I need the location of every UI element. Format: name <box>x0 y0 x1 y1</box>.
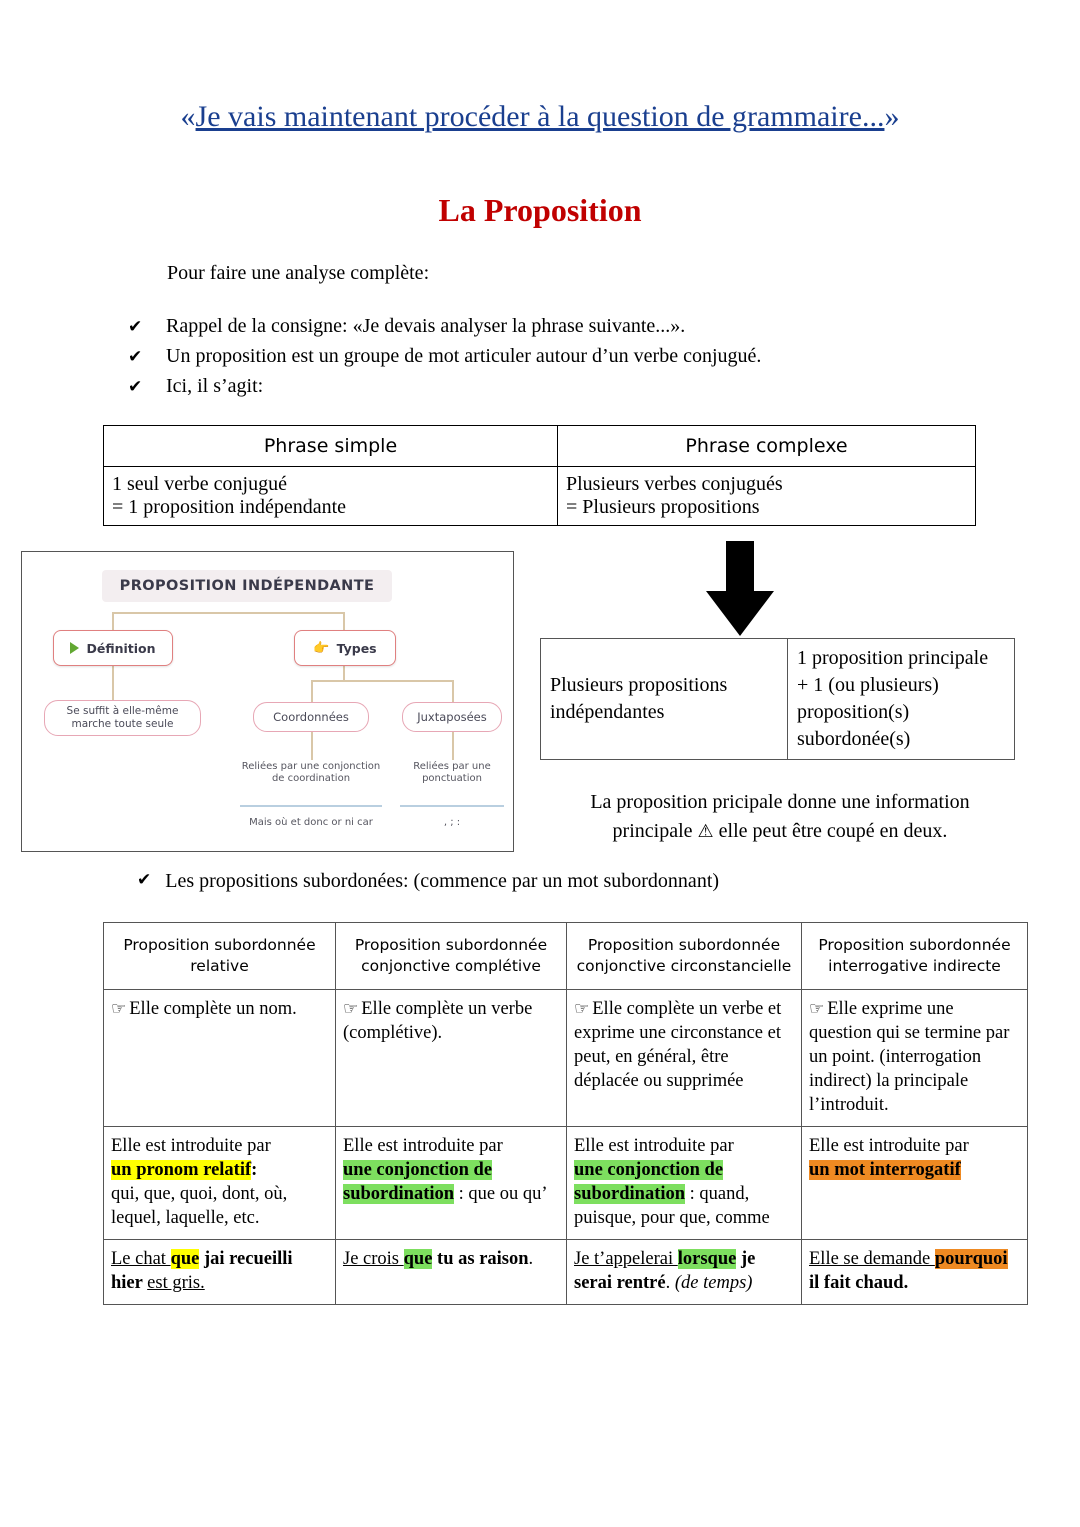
cell-text: Elle complète un verbe (complétive). <box>343 999 533 1043</box>
connector-line <box>452 680 454 702</box>
principale-note <box>520 788 1040 846</box>
mindmap-leaf-juxtaposees: Juxtaposées <box>402 702 502 732</box>
mindmap-sub-juxtaposees: Reliées par une ponctuation <box>413 761 491 784</box>
highlighted-term: une conjonction de subordination <box>343 1160 493 1204</box>
cell-line: = Plusieurs propositions <box>566 496 760 518</box>
connector-line <box>311 680 453 682</box>
list-item-label: Ici, il s’agit: <box>166 375 264 397</box>
cell-line: = 1 proposition indépendante <box>112 496 347 518</box>
intro-highlight-wrap <box>574 1158 794 1206</box>
example-keyword: que <box>403 1249 433 1269</box>
intro-text: Elle est introduite par <box>574 1136 734 1156</box>
cell-line: + 1 (ou plusieurs) <box>797 674 939 696</box>
down-arrow-icon <box>700 541 780 637</box>
note-line-2-before: principale <box>612 820 693 842</box>
list-item-label: Un proposition est un groupe de mot articuler autour d’un verbe conjugué. <box>166 345 762 367</box>
example-part-1: Elle se demande <box>809 1249 935 1269</box>
cell-phrase-complexe <box>558 467 976 526</box>
mindmap-figure <box>21 551 514 852</box>
cell-text: Elle exprime une question qui se termine par un point. (interrogation indirect) la principale l’introduit. <box>809 999 1010 1115</box>
cell-principale-subordonnee <box>788 639 1015 760</box>
highlight-suffix: : que ou qu’ <box>454 1184 548 1204</box>
note-line-2-after: elle peut être coupé en deux. <box>718 820 948 842</box>
cell-text: Elle complète un nom. <box>129 999 297 1019</box>
cell-definition-completive <box>336 990 567 1127</box>
mindmap-sub-coordonnees: Reliées par une conjonction de coordination <box>241 761 381 784</box>
cell-intro-interrogative <box>802 1127 1028 1240</box>
column-header-phrase-simple: Phrase simple <box>104 426 558 467</box>
mindmap-node-definition <box>53 630 173 666</box>
list-item <box>128 342 948 371</box>
highlight-suffix: : <box>251 1160 258 1180</box>
warning-icon: ⚠ <box>697 821 714 842</box>
example-part-2: tu as raison <box>432 1249 529 1269</box>
mindmap-node-types <box>294 630 396 666</box>
cell-line: Plusieurs verbes conjugués <box>566 473 783 495</box>
title-close-quote: » <box>884 100 900 133</box>
title-open-quote: « <box>180 100 196 133</box>
intro-text: Pour faire une analyse complète: <box>167 262 430 284</box>
cell-line: 1 seul verbe conjugué <box>112 473 287 495</box>
example-part-1: Le chat <box>111 1249 171 1269</box>
subordonnees-bullet-label: Les propositions subordonées: (commence par un mot subordonnant) <box>165 870 720 892</box>
highlight-suffix: : quand, <box>685 1184 750 1204</box>
intro-highlight-wrap <box>111 1158 328 1182</box>
green-flag-icon <box>70 642 79 654</box>
mindmap-title: PROPOSITION INDÉPENDANTE <box>102 570 392 602</box>
example-part-3: . <box>665 1273 675 1293</box>
subordonnees-bullet <box>137 870 719 893</box>
cell-intro-circonstancielle <box>567 1127 802 1240</box>
connector-line <box>343 612 345 630</box>
pointing-hand-icon: 👉 <box>313 640 330 656</box>
phrase-type-table <box>103 425 976 526</box>
cell-intro-completive <box>336 1127 567 1240</box>
page-subtitle: La Proposition <box>438 192 642 228</box>
column-header-interrogative: Proposition subordonnée interrogative indirecte <box>802 923 1028 990</box>
connector-line <box>112 612 114 630</box>
note-line-2 <box>520 817 1040 846</box>
example-part-3: . <box>528 1249 534 1269</box>
example-part-3: . <box>903 1273 909 1293</box>
cell-phrase-simple <box>104 467 558 526</box>
example-part-1: Je t’appelerai <box>574 1249 678 1269</box>
example-part-3: est gris. <box>147 1273 205 1293</box>
example-part-2: je serai rentré <box>574 1249 756 1293</box>
cell-definition-circonstancielle <box>567 990 802 1127</box>
check-icon: ✔ <box>128 347 143 366</box>
mindmap-leaf-definition: Se suffit à elle-même marche toute seule <box>44 700 201 736</box>
intro-detail: qui, que, quoi, dont, où, lequel, laquelle, etc. <box>111 1184 288 1228</box>
table-row <box>104 467 976 526</box>
column-header-relative: Proposition subordonnée relative <box>104 923 336 990</box>
table-row-examples <box>104 1240 1028 1305</box>
page-title <box>0 100 1080 134</box>
cell-example-completive <box>336 1240 567 1305</box>
cell-line: subordonée(s) <box>797 728 911 750</box>
list-item-label: Rappel de la consigne: «Je devais analyser la phrase suivante...». <box>166 315 686 337</box>
table-row-definition <box>104 990 1028 1127</box>
column-header-circonstancielle: Proposition subordonnée conjonctive circonstancielle <box>567 923 802 990</box>
pointing-hand-icon: ☞ <box>574 999 590 1019</box>
bullet-list <box>128 312 948 402</box>
column-header-completive: Proposition subordonnée conjonctive complétive <box>336 923 567 990</box>
cell-definition-relative <box>104 990 336 1127</box>
highlighted-term: un pronom relatif <box>111 1160 252 1180</box>
list-item <box>128 372 948 401</box>
cell-line: proposition(s) <box>797 701 910 723</box>
connector-line <box>343 664 345 681</box>
cell-text: Elle complète un verbe et exprime une circonstance et peut, en général, être déplacée ou supprimée <box>574 999 782 1091</box>
example-note: (de temps) <box>674 1273 753 1293</box>
connector-line <box>452 732 454 760</box>
highlighted-term: une conjonction de subordination <box>574 1160 724 1204</box>
mindmap-bottom-coordonnees: Mais où et donc or ni car <box>249 817 373 828</box>
example-keyword: que <box>170 1249 200 1269</box>
connector-line <box>311 732 313 760</box>
note-line-1: La proposition pricipale donne une information <box>590 791 970 813</box>
cell-plusieurs-independantes: Plusieurs propositions indépendantes <box>541 639 788 760</box>
mindmap-node-label: Types <box>336 640 377 656</box>
pointing-hand-icon: ☞ <box>111 999 127 1019</box>
intro-detail: puisque, pour que, comme <box>574 1208 770 1228</box>
intro-text: Elle est introduite par <box>809 1136 969 1156</box>
pointing-hand-icon: ☞ <box>343 999 359 1019</box>
table-row-introduction <box>104 1127 1028 1240</box>
cell-line: 1 proposition principale <box>797 647 989 669</box>
cell-example-circonstancielle <box>567 1240 802 1305</box>
mindmap-node-label: Définition <box>86 640 156 656</box>
intro-highlight-wrap <box>809 1158 1020 1182</box>
list-item <box>128 312 948 341</box>
table-row <box>104 426 976 467</box>
table-row <box>541 639 1015 760</box>
column-header-phrase-complexe: Phrase complexe <box>558 426 976 467</box>
intro-text: Elle est introduite par <box>111 1136 271 1156</box>
connector-line <box>311 680 313 702</box>
example-keyword: pourquoi <box>934 1249 1008 1269</box>
mindmap-leaf-coordonnees: Coordonnées <box>253 702 369 732</box>
cell-example-relative <box>104 1240 336 1305</box>
cell-example-interrogative <box>802 1240 1028 1305</box>
divider <box>240 805 382 807</box>
intro-highlight-wrap <box>343 1158 559 1206</box>
subordinate-clause-table <box>103 922 1028 1305</box>
example-keyword: lorsque <box>677 1249 737 1269</box>
divider <box>400 805 504 807</box>
example-part-2: jai recueilli hier <box>111 1249 293 1293</box>
title-text: Je vais maintenant procéder à la question de grammaire... <box>195 100 885 133</box>
example-part-1: Je crois <box>343 1249 404 1269</box>
cell-intro-relative <box>104 1127 336 1240</box>
example-part-2: il fait chaud <box>809 1273 904 1293</box>
mindmap-bottom-juxtaposees: , ; : <box>443 817 461 828</box>
cell-definition-interrogative <box>802 990 1028 1127</box>
intro-text: Elle est introduite par <box>343 1136 503 1156</box>
highlighted-term: un mot interrogatif <box>809 1160 961 1180</box>
check-icon: ✔ <box>128 317 143 336</box>
proposition-types-table <box>540 638 1015 760</box>
pointing-hand-icon: ☞ <box>809 999 825 1019</box>
table-header-row <box>104 923 1028 990</box>
connector-line <box>112 612 344 614</box>
connector-line <box>112 664 114 700</box>
check-icon: ✔ <box>128 377 143 396</box>
check-icon: ✔ <box>137 870 152 889</box>
